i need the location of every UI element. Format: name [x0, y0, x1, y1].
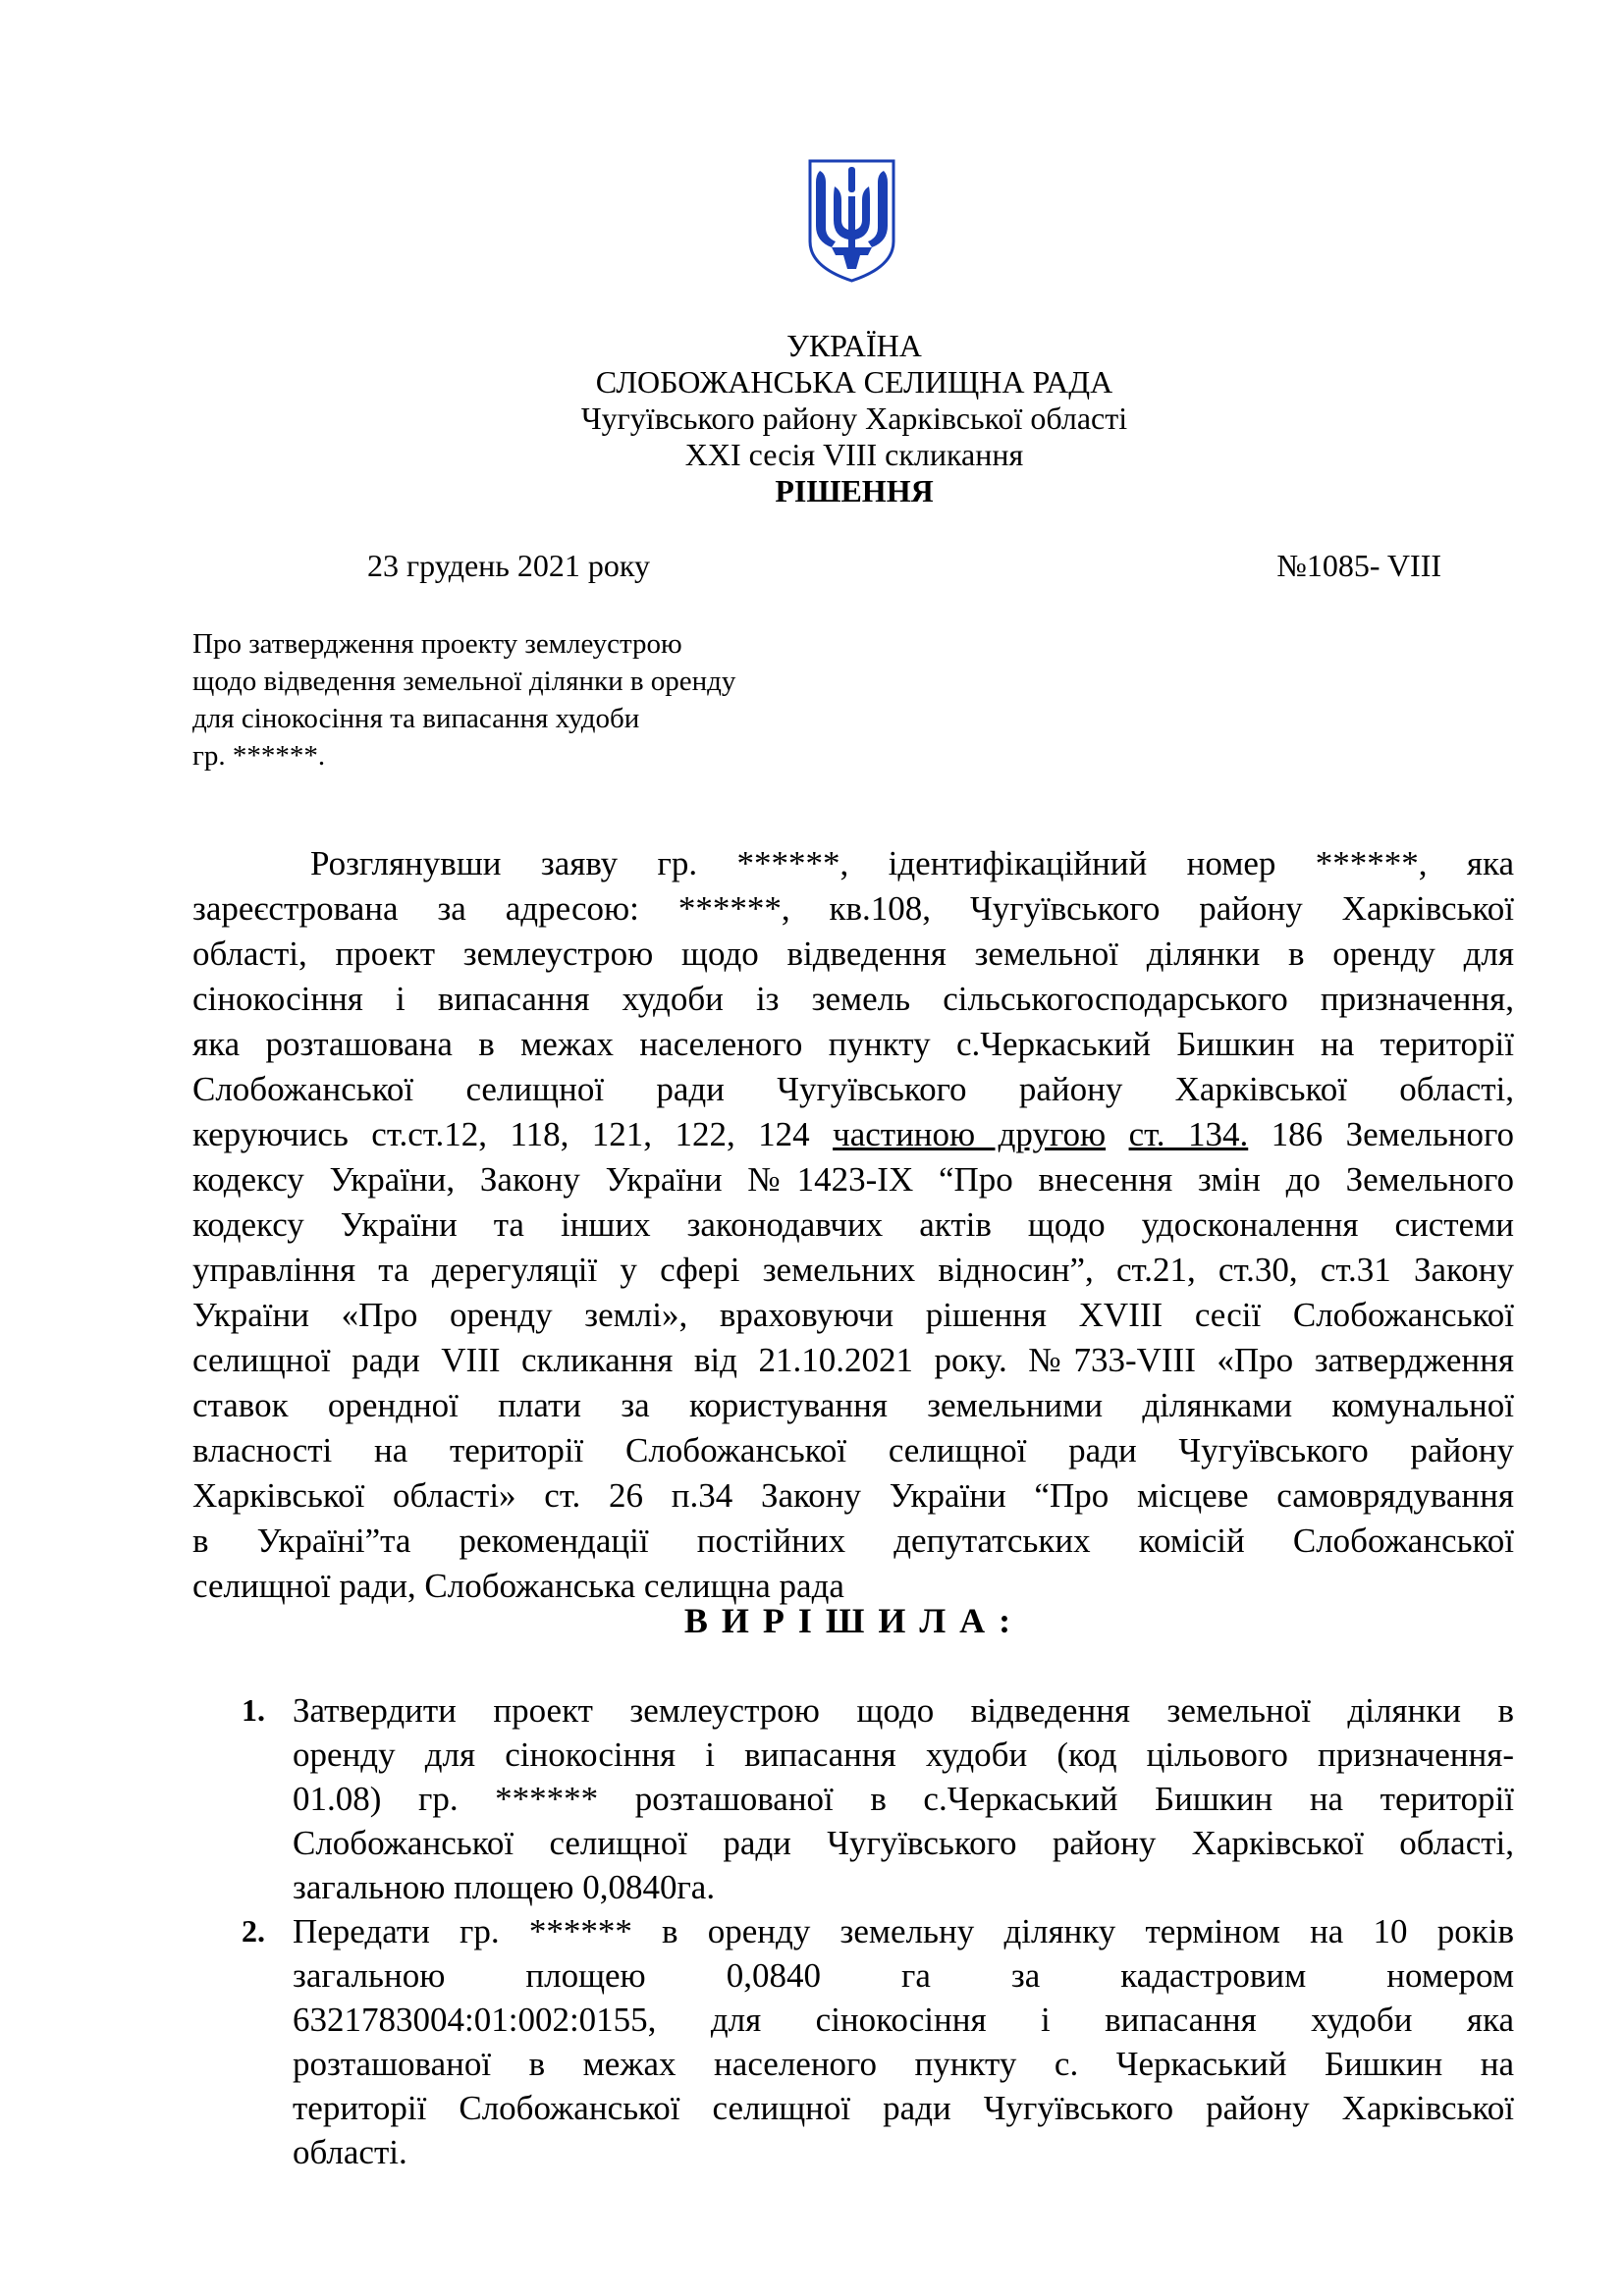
coat-of-arms-trident-icon — [806, 157, 897, 285]
decision-subject — [192, 625, 735, 774]
body-line: області, проект землеустрою щодо відведення земельної ділянки в оренду для — [192, 934, 1514, 973]
body-line: в Україні”та рекомендації постійних депутатських комісій Слобожанської — [192, 1522, 1514, 1560]
item-line: Слобожанської селищної ради Чугуївського району Харківської області, — [293, 1824, 1514, 1862]
body-line: селищної ради, Слобожанська селищна рада — [192, 1567, 844, 1605]
body-line: сінокосіння і випасання худоби із земель сільськогосподарського призначення, — [192, 980, 1514, 1018]
decision-date: 23 грудень 2021 року — [367, 548, 650, 583]
body-line: яка розташована в межах населеного пункту с.Черкаський Бишкин на території — [192, 1025, 1514, 1063]
body-line: управління та дерегуляції у сфері земельних відносин”, ст.21, ст.30, ст.31 Закону — [192, 1251, 1514, 1289]
decision-items — [242, 1688, 1514, 2174]
preamble-paragraph — [192, 841, 1514, 1609]
underlined-reference: частиною другою — [833, 1115, 1107, 1153]
subject-line: гр. ******. — [192, 740, 326, 772]
list-item — [242, 1688, 1514, 1909]
item-line: 01.08) гр. ****** розташованої в с.Черкаський Бишкин на території — [293, 1780, 1514, 1818]
body-line: зареєстрована за адресою: ******, кв.108, Чугуївського району Харківської — [192, 889, 1514, 928]
subject-line: щодо відведення земельної ділянки в оренду — [192, 666, 736, 697]
body-line: України «Про оренду землі», враховуючи рішення XVIII сесії Слобожанської — [192, 1296, 1514, 1334]
item-line: території Слобожанської селищної ради Чугуївського району Харківської — [293, 2089, 1514, 2127]
subject-line: для сінокосіння та випасання худоби — [192, 703, 640, 734]
body-line: Харківської області» ст. 26 п.34 Закону України “Про місцеве самоврядування — [192, 1476, 1514, 1515]
body-line: кодексу України, Закону України №1423-IX “Про внесення змін до Земельного — [192, 1160, 1514, 1199]
decision-number: №1085- VIII — [1276, 548, 1441, 583]
item-number: 2. — [242, 1913, 265, 1949]
body-line: ставок орендної плати за користування земельними ділянками комунальної — [192, 1386, 1514, 1424]
district-name: Чугуївського району Харківської області — [580, 400, 1128, 436]
resolved-heading: ВИРІШИЛА: — [683, 1601, 1025, 1640]
item-line: Затвердити проект землеустрою щодо відведення земельної ділянки в — [293, 1691, 1514, 1730]
body-line-start: керуючись ст.ст.12, 118, 121, 122, 124 — [192, 1115, 834, 1153]
council-name: СЛОБОЖАНСЬКА СЕЛИЩНА РАДА — [595, 364, 1113, 400]
item-line: загальною площею 0,0840 га за кадастровим номером — [293, 1956, 1514, 1995]
country-name: УКРАЇНА — [786, 328, 922, 363]
session-info: XXI сесія VIII скликання — [684, 437, 1024, 472]
body-line: Слобожанської селищної ради Чугуївського району Харківської області, — [192, 1070, 1514, 1108]
body-line: кодексу України та інших законодавчих актів щодо удосконалення системи — [192, 1205, 1514, 1244]
body-line: Розглянувши заяву гр. ******, ідентифікаційний номер ******, яка — [310, 844, 1514, 882]
subject-line: Про затвердження проекту землеустрою — [192, 628, 682, 660]
item-line: 6321783004:01:002:0155, для сінокосіння і випасання худоби яка — [293, 2001, 1514, 2039]
body-line-end: 186 Земельного — [1248, 1115, 1514, 1153]
item-line: розташованої в межах населеного пункту с. Черкаський Бишкин на — [293, 2045, 1514, 2083]
list-item — [242, 1909, 1514, 2174]
item-number: 1. — [242, 1692, 265, 1728]
item-line: області. — [293, 2133, 407, 2171]
item-line: загальною площею 0,0840га. — [293, 1868, 716, 1906]
body-line: власності на території Слобожанської селищної ради Чугуївського району — [192, 1431, 1514, 1469]
body-line-with-underline — [192, 1112, 1514, 1157]
body-line: селищної ради VIII скликання від 21.10.2021 року. №733-VIII «Про затвердження — [192, 1341, 1514, 1379]
document-type: РІШЕННЯ — [775, 473, 934, 508]
underlined-reference: ст. 134. — [1128, 1115, 1249, 1153]
item-line: оренду для сінокосіння і випасання худоби (код цільового призначення- — [293, 1735, 1514, 1774]
item-line: Передати гр. ****** в оренду земельну ділянку терміном на 10 років — [293, 1912, 1514, 1950]
